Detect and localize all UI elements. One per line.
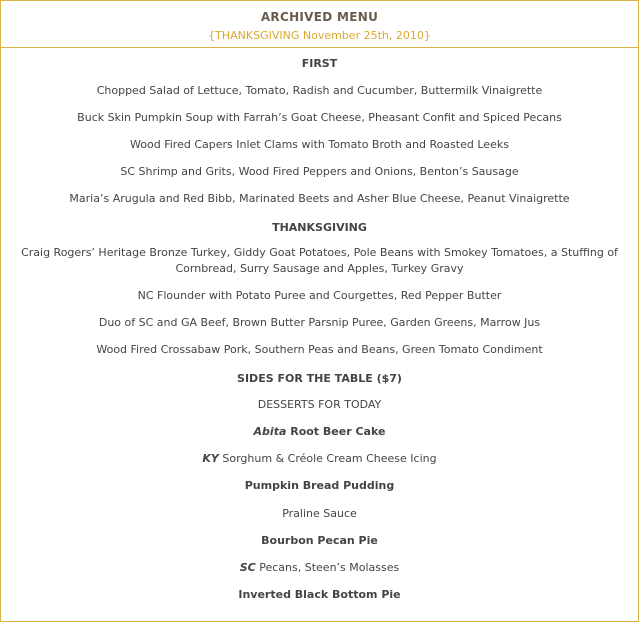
dessert-pie-desc	[1, 560, 638, 576]
dessert-pie-desc-text: Pecans, Steen’s Molasses	[255, 561, 400, 574]
dessert-root-beer-desc	[1, 451, 638, 467]
dessert-root-beer-desc-text: Sorghum & Créole Cream Cheese Icing	[218, 452, 437, 465]
dessert-pudding-name: Pumpkin Bread Pudding	[244, 479, 395, 492]
thanksgiving-item-2: NC Flounder with Potato Puree and Courgettes, Red Pepper Butter	[137, 289, 502, 302]
first-item-5: Maria’s Arugula and Red Bibb, Marinated Beets and Asher Blue Cheese, Peanut Vinaigrette	[69, 192, 570, 205]
first-item-1: Chopped Salad of Lettuce, Tomato, Radish and Cucumber, Buttermilk Vinaigrette	[96, 84, 543, 97]
dessert-root-beer-desc-prefix: KY	[202, 452, 219, 465]
thanksgiving-item-1: Craig Rogers’ Heritage Bronze Turkey, Giddy Goat Potatoes, Pole Beans with Smokey Tomatoes, a Stuffing of Cornbread, Surry Sausage and Apples, Turkey Gravy	[21, 246, 618, 275]
menu-body	[1, 57, 638, 603]
dessert-pudding-desc: Praline Sauce	[282, 507, 357, 520]
section-heading-thanksgiving: THANKSGIVING	[272, 221, 367, 234]
thanksgiving-item-4: Wood Fired Crossabaw Pork, Southern Peas and Beans, Green Tomato Condiment	[96, 343, 543, 356]
first-item-2: Buck Skin Pumpkin Soup with Farrah’s Goat Cheese, Pheasant Confit and Spiced Pecans	[77, 111, 562, 124]
dessert-root-beer-name: Root Beer Cake	[286, 425, 386, 438]
first-item-4: SC Shrimp and Grits, Wood Fired Peppers and Onions, Benton’s Sausage	[120, 165, 519, 178]
menu-subtitle: {THANKSGIVING November 25th, 2010}	[208, 29, 431, 42]
menu-header	[1, 1, 638, 48]
section-heading-first: FIRST	[301, 57, 338, 70]
dessert-black-bottom-name: Inverted Black Bottom Pie	[238, 588, 401, 601]
first-item-3: Wood Fired Capers Inlet Clams with Tomato Broth and Roasted Leeks	[130, 138, 509, 151]
dessert-pie-desc-prefix: SC	[239, 561, 256, 574]
dessert-pie-name: Bourbon Pecan Pie	[261, 534, 378, 547]
desserts-heading: DESSERTS FOR TODAY	[257, 398, 382, 411]
section-heading-sides: SIDES FOR THE TABLE ($7)	[237, 372, 402, 385]
menu-title: ARCHIVED MENU	[260, 10, 379, 24]
dessert-root-beer-prefix: Abita	[253, 425, 287, 438]
dessert-root-beer-cake	[1, 424, 638, 440]
thanksgiving-item-3: Duo of SC and GA Beef, Brown Butter Parsnip Puree, Garden Greens, Marrow Jus	[98, 316, 541, 329]
